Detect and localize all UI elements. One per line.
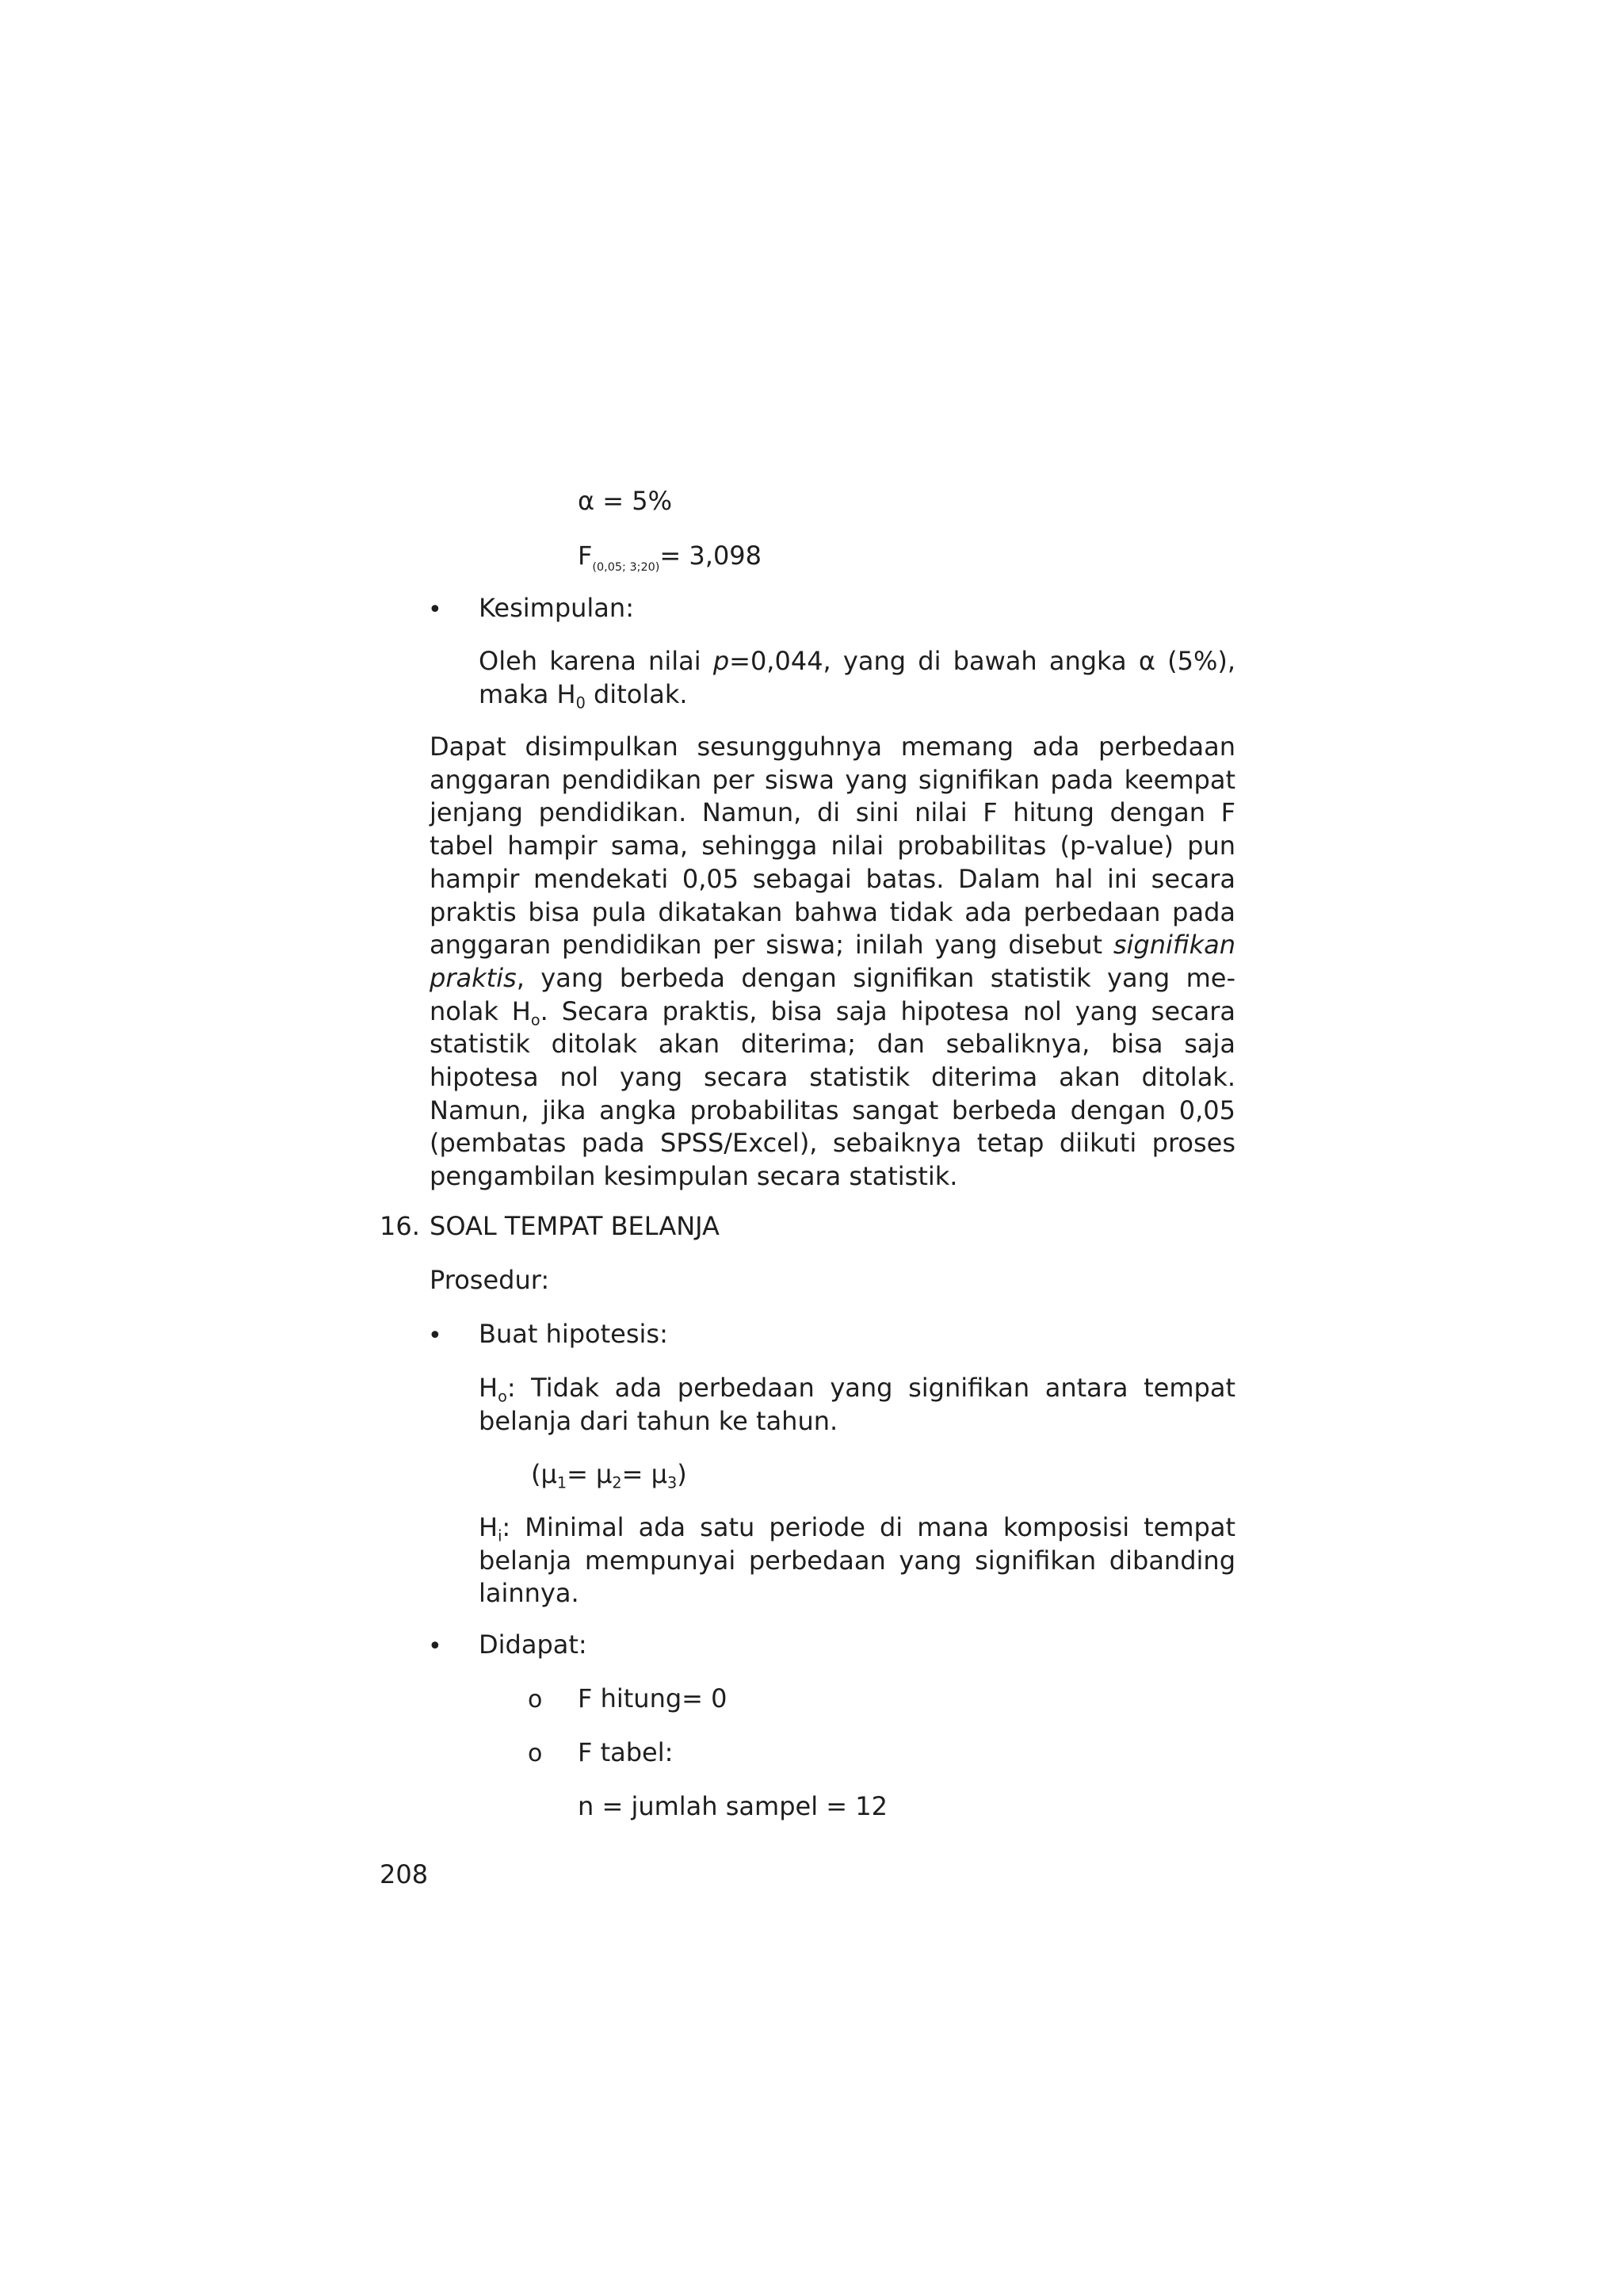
section-title: SOAL TEMPAT BELANJA [430, 1211, 720, 1241]
kesimpulan-label: Kesimpulan: [479, 593, 634, 623]
page-number: 208 [380, 1859, 429, 1889]
hipotesis-label: Buat hipotesis: [479, 1319, 668, 1349]
n-sample-line: n = jumlah sampel = 12 [578, 1791, 888, 1821]
kesimpulan-text: Oleh karena nilai p=0,044, yang di bawah angka α (5%), maka $H_0$ ditolak. [479, 646, 1236, 712]
bullet-marker: • [428, 1633, 442, 1660]
f-table-line: $F_{(0,05; 3;20)}= 3,098$ [578, 541, 762, 574]
bullet-marker: • [428, 596, 442, 624]
prosedur-label: Prosedur: [430, 1265, 550, 1295]
section-number: 16. [380, 1211, 420, 1241]
didapat-label: Didapat: [479, 1629, 587, 1660]
h0-statement: $H_o$: Tidak ada perbedaan yang signifikan antara tempat belanja dari tahun ke tahun. [479, 1373, 1235, 1436]
mu-equality: $(\mu_1= \mu_2= \mu_3)$ [531, 1459, 687, 1492]
hi-statement: $H_i$: Minimal ada satu periode di mana komposisi tempat belanja mempunyai perbedaan yang signifikan dibanding lainnya. [479, 1512, 1235, 1609]
f-hitung-item: F hitung= 0 [578, 1683, 727, 1713]
conclusion-paragraph: Dapat disimpulkan sesungguhnya memang ada perbedaan anggaran pendidikan per siswa yang signifikan pada keempat jenjang pendidikan. Namun, di sini nilai F hitung dengan F tabel hampir sama, sehingga nilai probabilitas (p-value) pun hampir mendekati 0,05 sebagai batas. Dalam hal ini secara praktis bisa pula dikatakan bahwa tidak ada perbedaan pada anggaran pendidikan per siswa; inilah yang disebut signifikan praktis, yang berbeda dengan signifikan statistik yang me-nolak $H_o$. Secara praktis, bisa saja hipotesa nol yang secara statistik ditolak akan diterima; dan sebaliknya, bisa saja hipotesa nol yang secara statistik diterima akan ditolak. Namun, jika angka probabilitas sangat berbeda dengan 0,05 (pembatas pada SPSS/Excel), sebaiknya tetap diikuti proses pengambilan kesimpulan secara statistik. [430, 732, 1236, 1192]
f-tabel-item: F tabel: [578, 1737, 674, 1767]
circle-marker: o [528, 1686, 543, 1713]
bullet-marker: • [428, 1322, 442, 1350]
circle-marker: o [528, 1740, 543, 1767]
alpha-line: α = 5% [578, 486, 673, 516]
